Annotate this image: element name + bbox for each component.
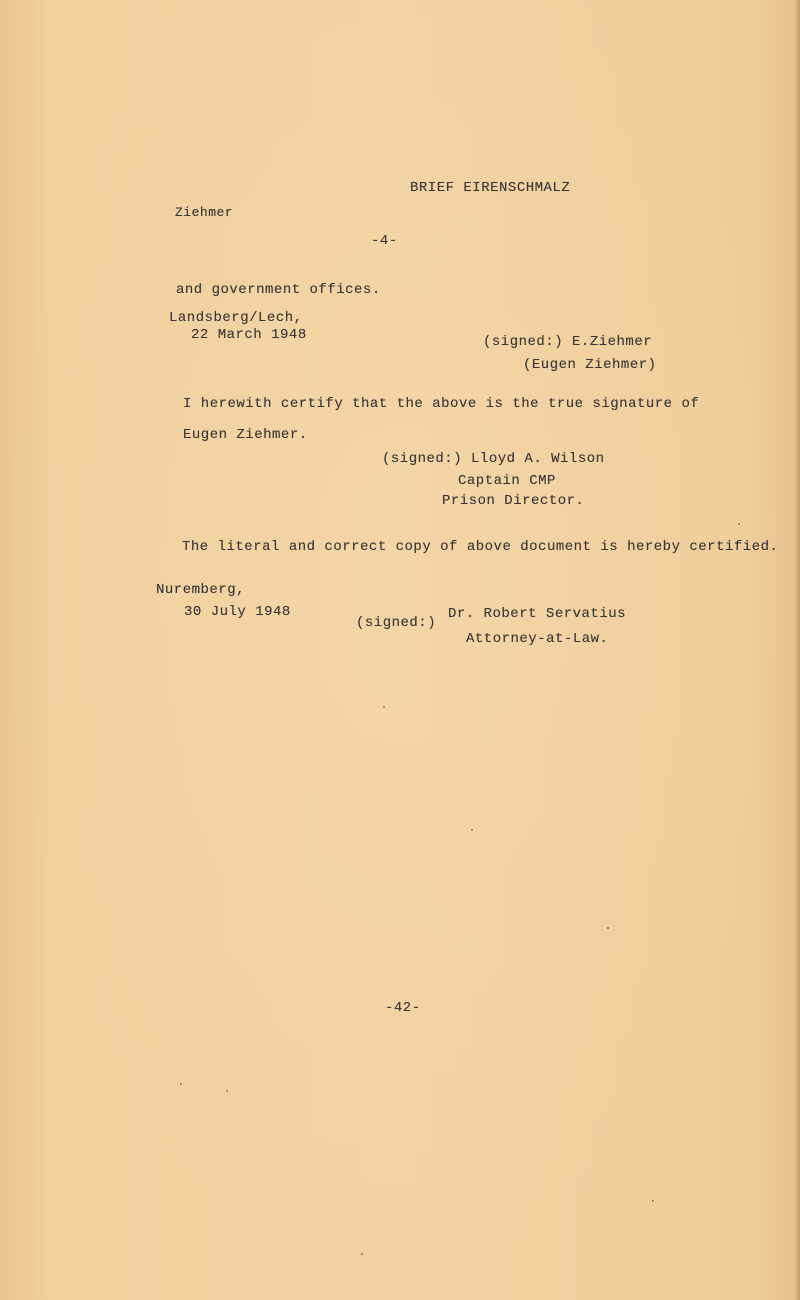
signature-servatius-label: (signed:)	[356, 615, 437, 631]
certify-line-1: I herewith certify that the above is the true signature of	[183, 396, 700, 412]
footer-page-number: -42-	[385, 1000, 421, 1016]
name-top: Ziehmer	[175, 205, 234, 220]
wilson-rank: Captain CMP	[458, 473, 556, 489]
date: 22 March 1948	[191, 327, 307, 343]
running-title: BRIEF EIRENSCHMALZ	[410, 180, 571, 196]
paper-speck	[652, 1200, 654, 1202]
paper-speck	[383, 706, 385, 708]
signer-servatius-title: Attorney-at-Law.	[466, 631, 609, 647]
paper-speck	[471, 829, 473, 831]
wilson-title: Prison Director.	[442, 493, 585, 509]
place-2: Nuremberg,	[156, 582, 246, 598]
signer-servatius: Dr. Robert Servatius	[448, 606, 627, 622]
page-edge-shadow	[794, 0, 800, 1300]
literal-copy-certification: The literal and correct copy of above document is hereby certified.	[182, 539, 779, 555]
place: Landsberg/Lech,	[169, 310, 303, 326]
paper-speck	[180, 1083, 182, 1085]
paper-speck	[607, 927, 609, 929]
signature-ziehmer: (signed:) E.Ziehmer	[483, 334, 653, 350]
paper-speck	[361, 1253, 363, 1255]
page-number: -4-	[371, 233, 398, 249]
line-continuation: and government offices.	[176, 282, 381, 298]
signature-wilson: (signed:) Lloyd A. Wilson	[382, 451, 605, 467]
date-2: 30 July 1948	[184, 604, 291, 620]
paper-speck	[226, 1090, 228, 1092]
paper-speck	[738, 523, 740, 525]
signature-ziehmer-name: (Eugen Ziehmer)	[523, 357, 657, 373]
certify-line-2: Eugen Ziehmer.	[183, 427, 308, 443]
